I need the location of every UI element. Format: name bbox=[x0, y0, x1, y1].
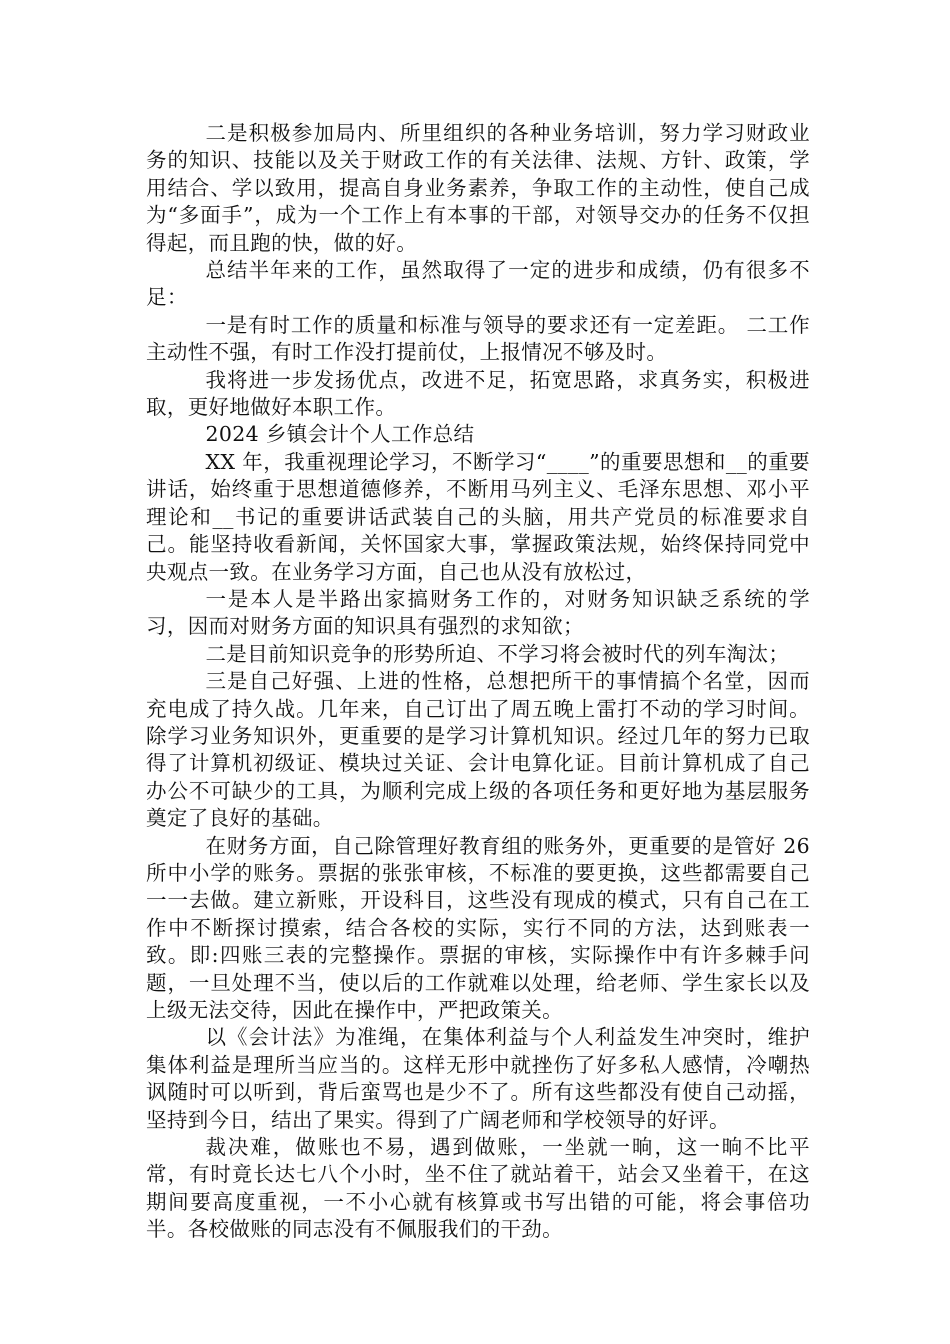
paragraph-finance-work: 在财务方面，自己除管理好教育组的账务外，更重要的是管好 26 所中小学的账务。票据的张张审核，不标准的要更换，这些都需要自己一一去做。建立新账，开设科目，这些没有现成的模式，只有自己在工作中不断探讨摸索，结合各校的实际，实行不同的方法，达到账表一致。即:四账三表的完整操作。票据的审核，实际操作中有许多棘手问题，一旦处理不当，使以后的工作就难以处理，给老师、学生家长以及上级无法交待，因此在操作中，严把政策关。 bbox=[146, 833, 810, 1022]
paragraph-training: 二是积极参加局内、所里组织的各种业务培训，努力学习财政业务的知识、技能以及关于财政工作的有关法律、法规、方针、政策，学用结合、学以致用，提高自身业务素养，争取工作的主动性，使自己成为“多面手”，成为一个工作上有本事的干部，对领导交办的任务不仅担得起，而且跑的快，做的好。 bbox=[146, 121, 810, 255]
section-heading: 2024 乡镇会计个人工作总结 bbox=[205, 422, 475, 447]
paragraph-bookkeeping: 裁决难，做账也不易，遇到做账，一坐就一晌，这一晌不比平常，有时竟长达七八个小时，坐不住了就站着干，站会又坐着干，在这期间要高度重视，一不小心就有核算或书写出错的可能，将会事倍功半。各校做账的同志没有不佩服我们的干劲。 bbox=[146, 1135, 810, 1242]
paragraph-theory-study: XX 年，我重视理论学习，不断学习“____”的重要思想和__的重要讲话，始终重于思想道德修养，不断用马列主义、毛泽东思想、邓小平理论和__书记的重要讲话武装自己的头脑，用共产党员的标准要求自己。能坚持收看新闻，关怀国家大事，掌握政策法规，始终保持同党中央观点一致。在业务学习方面，自己也从没有放松过， bbox=[146, 449, 810, 584]
paragraph-summary-intro: 总结半年来的工作，虽然取得了一定的进步和成绩，仍有很多不足： bbox=[146, 258, 810, 310]
paragraph-shortcomings: 一是有时工作的质量和标准与领导的要求还有一定差距。 二工作主动性不强，有时工作没打提前仗，上报情况不够及时。 bbox=[146, 312, 810, 365]
paragraph-reason-three: 三是自己好强、上进的性格，总想把所干的事情搞个名堂，因而充电成了持久战。几年来，自己订出了周五晚上雷打不动的学习时间。除学习业务知识外，更重要的是学习计算机知识。经过几年的努力已取得了计算机初级证、模块过关证、会计电算化证。目前计算机成了自己办公不可缺少的工具，为顺利完成上级的各项任务和更好地为基层服务奠定了良好的基础。 bbox=[146, 669, 810, 831]
paragraph-resolution: 我将进一步发扬优点，改进不足，拓宽思路，求真务实，积极进取，更好地做好本职工作。 bbox=[146, 367, 810, 420]
paragraph-reason-one: 一是本人是半路出家搞财务工作的，对财务知识缺乏系统的学习，因而对财务方面的知识具有强烈的求知欲； bbox=[146, 586, 810, 639]
paragraph-reason-two: 二是目前知识竞争的形势所迫、不学习将会被时代的列车淘汰； bbox=[205, 641, 790, 666]
paragraph-accounting-law: 以《会计法》为准绳，在集体利益与个人利益发生冲突时，维护集体利益是理所当应当的。这样无形中就挫伤了好多私人感情，冷嘲热讽随时可以听到，背后蛮骂也是少不了。所有这些都没有使自己动摇，坚持到今日，结出了果实。得到了广阔老师和学校领导的好评。 bbox=[146, 1025, 810, 1132]
document-body bbox=[146, 120, 810, 1244]
